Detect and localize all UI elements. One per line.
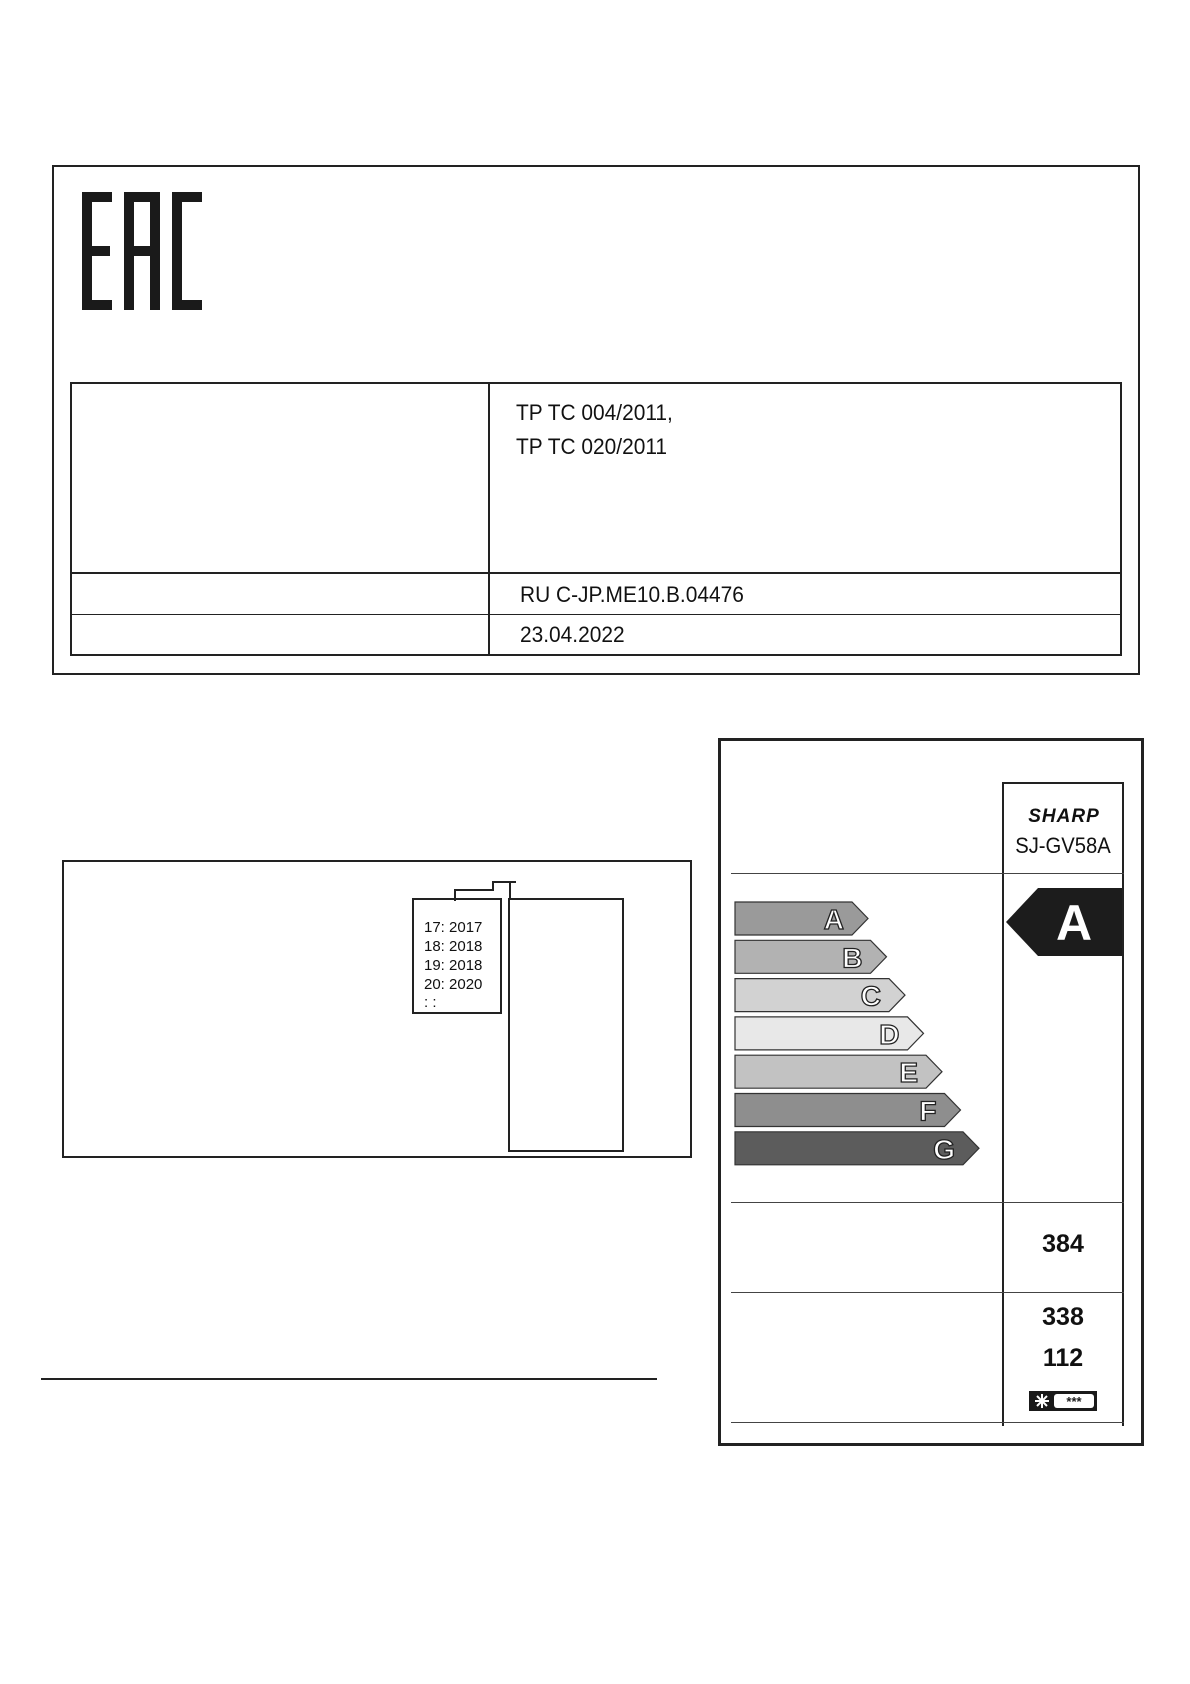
energy-consumption-value: 384 (1042, 1230, 1084, 1258)
date-code-line: : : (424, 994, 437, 1008)
energy-class-letter: A (823, 904, 844, 935)
energy-class-b (735, 940, 887, 973)
freezer-star-icon (1029, 1391, 1097, 1411)
label-divider (731, 1292, 1124, 1293)
date-code-line: 19: 2018 (424, 957, 483, 974)
brand-logo: SHARP (1028, 806, 1100, 827)
energy-class-g (735, 1132, 979, 1165)
energy-class-d (735, 1017, 924, 1050)
certificate-valid-until: 23.04.2022 (520, 622, 625, 647)
fresh-volume-value: 338 (1042, 1303, 1084, 1331)
label-divider (731, 1202, 1124, 1203)
certificate-number: RU C-JP.ME10.B.04476 (520, 582, 744, 607)
regulation-1: TP TC 004/2011, (516, 400, 673, 425)
energy-rating-badge (1006, 888, 1122, 956)
energy-class-f (735, 1094, 961, 1127)
serial-label-box (508, 898, 624, 1152)
energy-class-letter: D (879, 1018, 900, 1050)
energy-class-a (735, 902, 868, 935)
energy-class-scale (734, 900, 980, 1174)
date-code-box (412, 898, 502, 1014)
regulation-2: TP TC 020/2011 (516, 434, 668, 459)
energy-class-e (735, 1055, 942, 1088)
frozen-volume-value: 112 (1042, 1344, 1084, 1372)
label-divider (731, 873, 1124, 874)
svg-text:***: *** (1066, 1394, 1082, 1409)
eac-logo (82, 192, 202, 310)
date-code-line: 17: 2017 (424, 919, 483, 936)
energy-class-c (735, 979, 905, 1012)
certificate-table (70, 382, 1122, 656)
energy-rating-letter: A (1056, 895, 1093, 951)
label-divider (731, 1422, 1124, 1423)
energy-class-letter: E (899, 1057, 918, 1089)
signature-line (41, 1378, 657, 1380)
date-code-line: 20: 2020 (424, 976, 483, 993)
energy-class-letter: B (842, 942, 863, 974)
energy-class-letter: C (860, 980, 881, 1012)
date-code-line: 18: 2018 (424, 938, 483, 955)
energy-class-letter: F (919, 1095, 937, 1127)
energy-class-letter: G (933, 1133, 955, 1165)
model-name: SJ-GV58A (1015, 833, 1111, 858)
